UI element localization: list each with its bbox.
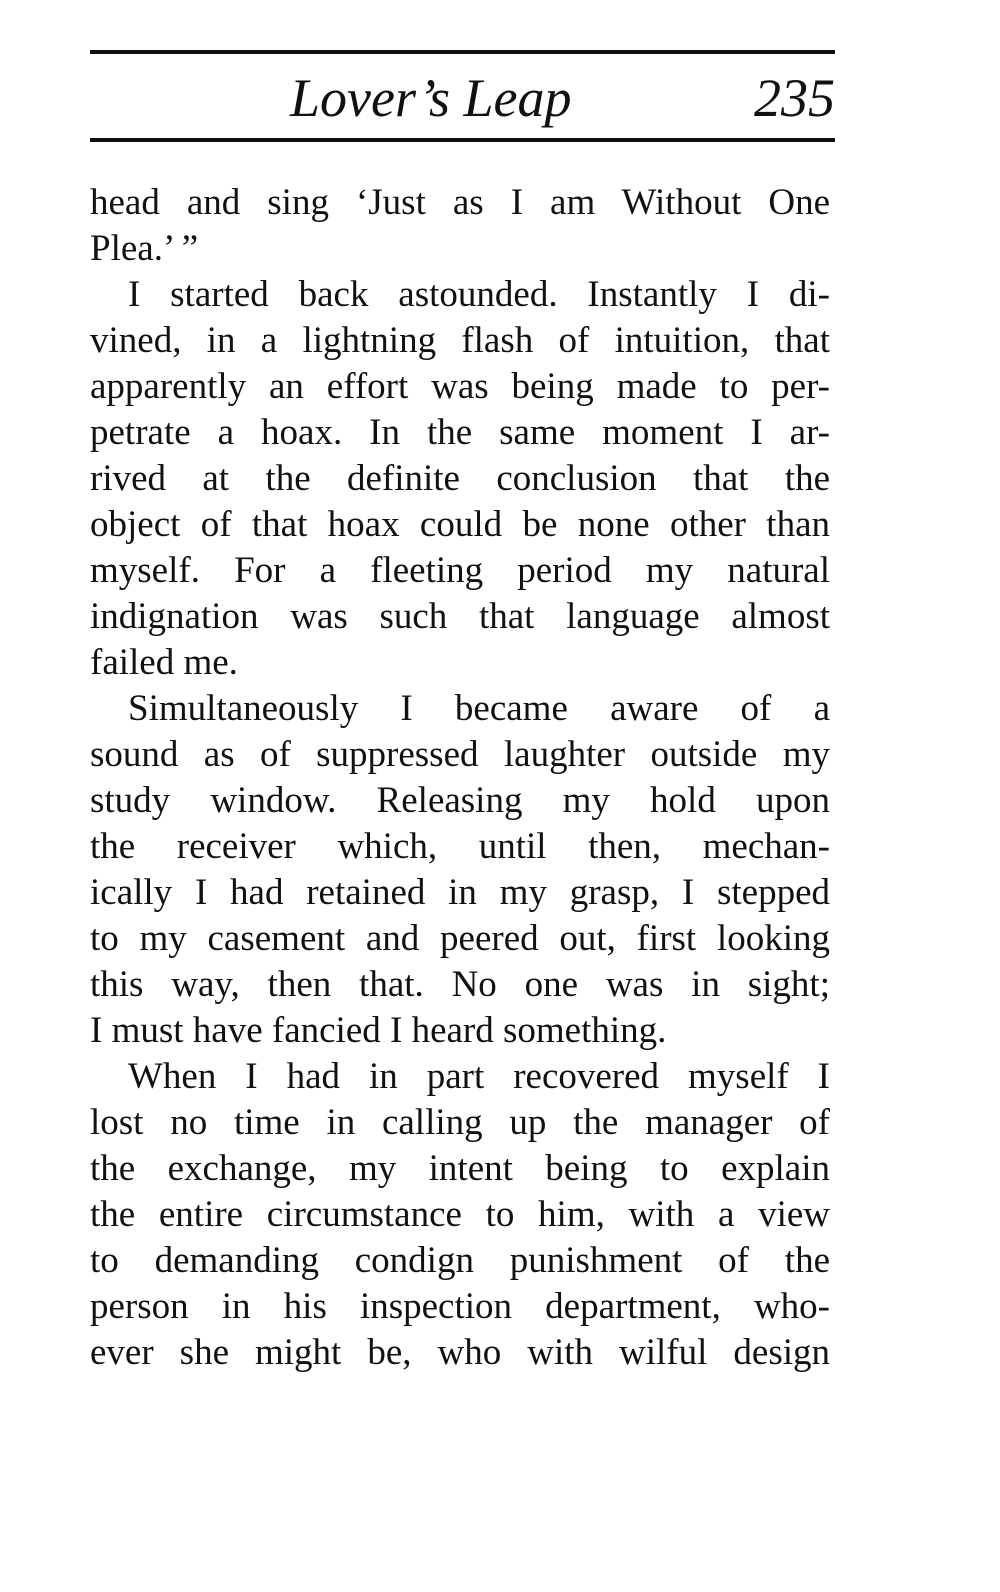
text-line: this way, then that. No one was in sight; [90, 964, 830, 1005]
text-line: I must have fancied I heard something. [90, 1010, 667, 1051]
text-line: object of that hoax could be none other than [90, 504, 830, 545]
header-top-rule [90, 50, 835, 54]
text-line: ically I had retained in my grasp, I stepped [90, 872, 830, 913]
text-line: myself. For a fleeting period my natural [90, 550, 830, 591]
text-line: sound as of suppressed laughter outside my [90, 734, 830, 775]
text-line: I started back astounded. Instantly I di- [128, 274, 830, 315]
page-number: 235 [754, 68, 835, 128]
header-bottom-rule [90, 138, 835, 142]
text-line: apparently an effort was being made to per- [90, 366, 830, 407]
text-line: person in his inspection department, who- [90, 1286, 830, 1327]
text-line: petrate a hoax. In the same moment I ar- [90, 412, 830, 453]
text-line: the entire circumstance to him, with a view [90, 1194, 830, 1235]
text-line: to demanding condign punishment of the [90, 1240, 830, 1281]
text-line: to my casement and peered out, first looking [90, 918, 830, 959]
body-text [90, 180, 830, 1376]
text-line: failed me. [90, 642, 238, 683]
running-title: Lover’s Leap [290, 68, 572, 128]
text-line: the receiver which, until then, mechan- [90, 826, 830, 867]
text-line: ever she might be, who with wilful design [90, 1332, 830, 1373]
text-line: head and sing ‘Just as I am Without One [90, 182, 830, 223]
text-line: the exchange, my intent being to explain [90, 1148, 830, 1189]
text-line: Simultaneously I became aware of a [128, 688, 830, 729]
text-line: Plea.’ ” [90, 228, 199, 269]
text-line: study window. Releasing my hold upon [90, 780, 830, 821]
text-line: lost no time in calling up the manager of [90, 1102, 830, 1143]
text-line: rived at the definite conclusion that the [90, 458, 830, 499]
text-line: vined, in a lightning flash of intuition, that [90, 320, 830, 361]
text-line: indignation was such that language almost [90, 596, 830, 637]
text-line: When I had in part recovered myself I [128, 1056, 830, 1097]
